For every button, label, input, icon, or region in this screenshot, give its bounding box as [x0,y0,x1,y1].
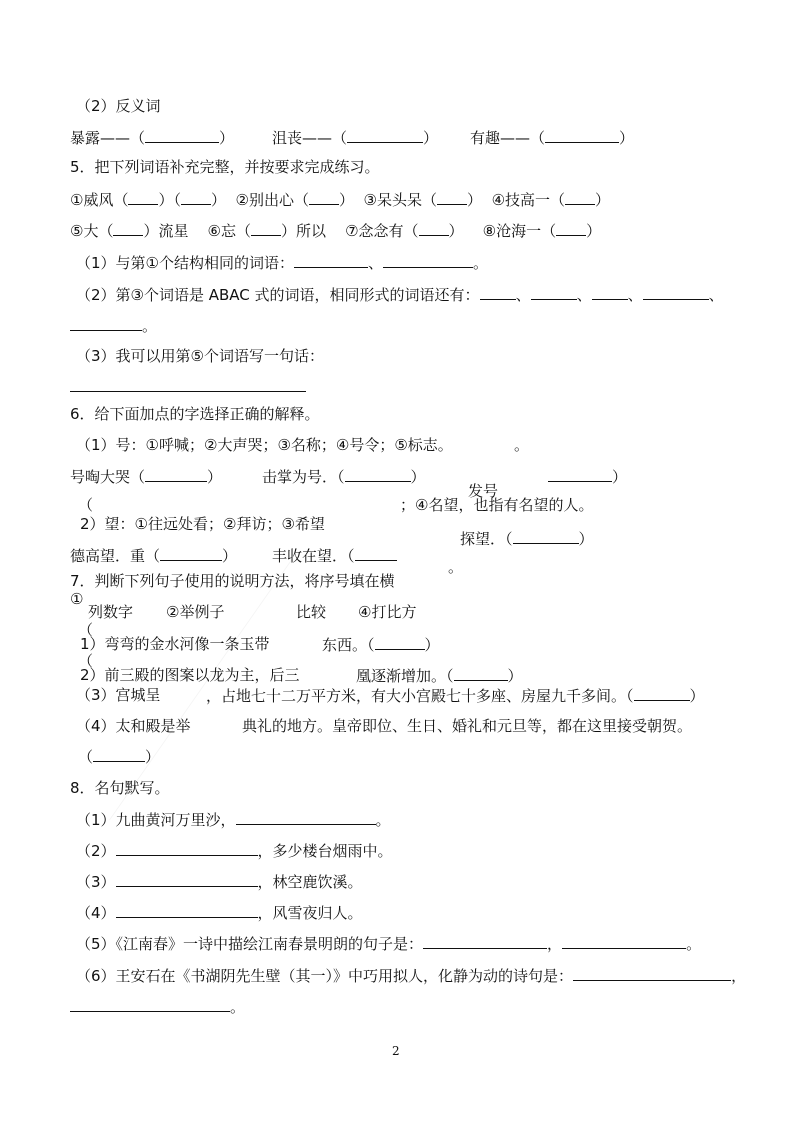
blank[interactable] [375,634,425,650]
q4-item-1: 暴露——（ ） [70,129,235,147]
blank[interactable] [634,685,690,701]
q6-row2-a: 德高望．重（ ） [70,547,238,565]
blank[interactable] [181,189,211,205]
q7-paren-1: （ [78,621,94,639]
blank[interactable] [531,284,577,300]
blank[interactable] [70,376,306,392]
q6-title: 6．给下面加点的字选择正确的解释。 [70,405,320,423]
blank[interactable] [545,127,619,143]
blank[interactable] [347,127,423,143]
q5-sub2: （2）第③个词语是 ABAC 式的词语，相同形式的词语还有： 、 、 、 、 [76,286,724,304]
q6-sub2: 2）望：①往远处看；②拜访；③希望 [80,515,325,533]
q5-title: 5．把下列词语补充完整，并按要求完成练习。 [70,158,380,176]
q7-item-1: 1）弯弯的金水河像一条玉带 [80,635,270,653]
blank[interactable] [160,545,222,561]
blank[interactable] [355,545,397,561]
q5-sub3-line [70,376,306,397]
blank[interactable] [643,284,709,300]
q5-row2: ⑤大（ ）流星 ⑥忘（ ）所以 ⑦念念有（ ） ⑧沧海一（ ） [70,222,602,240]
q8-item-6-cont: 。 [70,996,245,1017]
blank[interactable] [556,220,586,236]
blank[interactable] [236,809,376,825]
blank[interactable] [480,284,516,300]
q6-row2-dot: 。 [448,558,464,576]
blank[interactable] [437,189,467,205]
blank[interactable] [513,528,579,544]
blank[interactable] [113,220,143,236]
q8-item-2: （2） ，多少楼台烟雨中。 [76,842,393,860]
q6-row1-a: 号啕大哭（ ） [70,468,223,486]
blank[interactable] [145,466,207,482]
q8-item-5: （5）《江南春》一诗中描绘江南春景明朗的句子是： ， 。 [76,935,702,953]
q7-method-4: ④打比方 [358,603,417,621]
blank[interactable] [93,746,145,762]
blank[interactable] [116,871,258,887]
blank[interactable] [70,315,142,331]
q6-paren: （ [78,496,94,514]
blank[interactable] [309,189,339,205]
q5-sub2-cont: 。 [70,315,157,336]
q7-item-3b: ，占地七十二万平方米，有大小宫殿七十多座、房屋九千多间。（ ） [206,687,705,705]
blank[interactable] [128,189,158,205]
q6-mingwang: ；④名望，也指有名望的人。 [400,496,594,514]
q8-item-6: （6）王安石在《书湖阴先生壁（其一）》中巧用拟人，化静为动的诗句是： ， [76,967,747,985]
q6-row2-b: 丰收在望．（ [272,545,397,566]
q6-fahao: 发号 [468,482,499,500]
blank[interactable] [592,284,628,300]
blank[interactable] [454,665,508,681]
q6-row1-c: ） [548,466,627,487]
blank[interactable] [345,466,411,482]
blank[interactable] [573,965,731,981]
q5-sub1: （1）与第①个结构相同的词语： 、 。 [76,254,489,272]
blank[interactable] [562,933,686,949]
blank[interactable] [116,840,258,856]
q7-item-3: （3）宫城呈 [76,686,161,704]
q8-item-3: （3） ，林空鹿饮溪。 [76,873,363,891]
q5-row1: ①威风（ ）（ ） ②别出心（ ） ③呆头呆（ ） ④技高一（ ） [70,191,611,209]
blank[interactable] [419,220,449,236]
q7-method-1: 列数字 [88,603,134,621]
q4-sub2: （2）反义词 [76,97,161,115]
q7-paren-2: （ [78,652,94,670]
blank[interactable] [294,252,368,268]
q6-sub1-dot: 。 [514,436,530,454]
q8-item-1: （1）九曲黄河万里沙， 。 [76,811,391,829]
q7-method-2: ②举例子 [166,603,225,621]
q7-item-2: 2）前三殿的图案以龙为主，后三 [80,666,300,684]
q7-title: 7．判断下列句子使用的说明方法，将序号填在横 [70,572,395,590]
q7-item-4b: 典礼的地方。皇帝即位、生日、婚礼和元旦等，都在这里接受朝贺。 [242,717,693,735]
q7-circle1: ① [70,590,84,608]
blank[interactable] [70,996,230,1012]
q7-method-3: 比较 [296,603,327,621]
q5-sub3: （3）我可以用第⑤个词语写一句话： [76,347,324,365]
q6-sub1: （1）号：①呼喊；②大声哭；③名称；④号令；⑤标志。 [76,436,453,454]
q7-item-4c: （ ） [78,748,161,766]
page-number: 2 [392,1044,400,1058]
q7-item-1b: 东西。（ ） [322,636,440,654]
blank[interactable] [548,466,612,482]
blank[interactable] [383,252,473,268]
q4-item-3: 有趣——（ ） [470,129,635,147]
blank[interactable] [565,189,595,205]
blank[interactable] [145,127,219,143]
q7-item-2b: 凰逐渐增加。（ ） [356,667,523,685]
q6-row1-b: 击掌为号．（ ） [262,468,426,486]
blank[interactable] [251,220,281,236]
blank[interactable] [116,902,258,918]
q4-item-2: 沮丧——（ ） [272,129,439,147]
q7-item-4: （4）太和殿是举 [76,717,191,735]
q8-title: 8．名句默写。 [70,779,170,797]
q8-item-4: （4） ，风雪夜归人。 [76,904,363,922]
q6-tanwang: 探望．（ ） [460,530,594,548]
blank[interactable] [423,933,547,949]
